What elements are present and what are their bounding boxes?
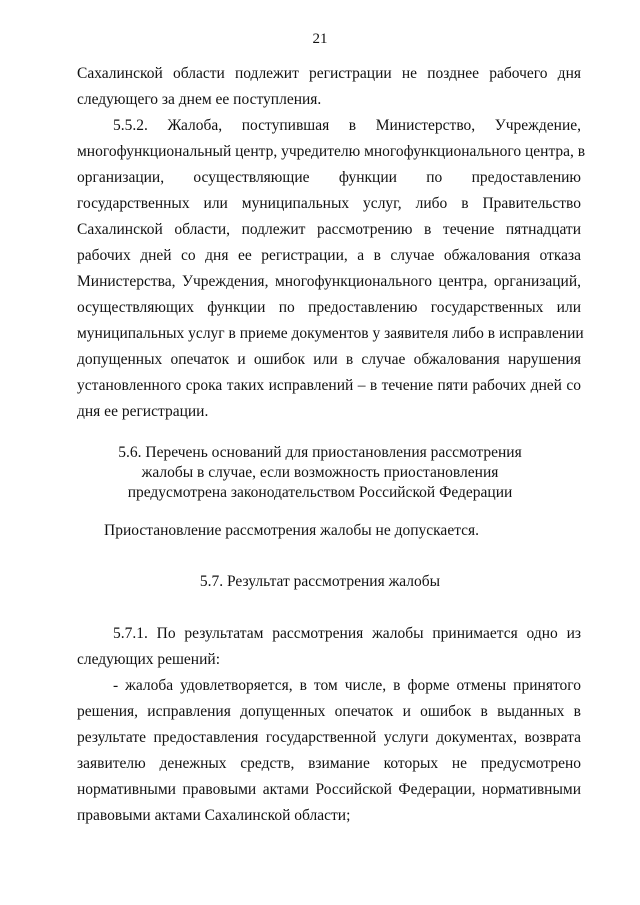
text-line: следующего за днем ее поступления. <box>77 91 322 108</box>
text-line: заявителю денежных средств, взимание которых не предусмотрено <box>77 755 581 772</box>
text-line: - жалоба удовлетворяется, в том числе, в форме отмены принятого <box>113 677 581 694</box>
text-line: рабочих дней со дня ее регистрации, а в случае обжалования отказа <box>77 247 581 264</box>
text-line: дня ее регистрации. <box>77 403 209 420</box>
text-line: допущенных опечаток и ошибок или в случае обжалования нарушения <box>77 351 581 368</box>
section-heading-5-6 <box>0 443 640 503</box>
text-line: установленного срока таких исправлений – в течение пяти рабочих дней со <box>77 377 581 394</box>
text-line: государственных или муниципальных услуг, либо в Правительство <box>77 195 581 212</box>
heading-line: предусмотрена законодательством Российской Федерации <box>127 484 513 501</box>
suspension-statement: Приостановление рассмотрения жалобы не допускается. <box>104 522 480 539</box>
heading-line: 5.7. Результат рассмотрения жалобы <box>199 573 441 590</box>
heading-line: 5.6. Перечень оснований для приостановления рассмотрения <box>118 444 522 461</box>
text-line: Министерства, Учреждения, многофункционального центра, организаций, <box>77 273 581 290</box>
text-line: муниципальных услуг в приеме документов у заявителя либо в исправлении <box>77 325 584 342</box>
section-heading-5-7 <box>0 572 640 592</box>
text-line: 5.7.1. По результатам рассмотрения жалобы принимается одно из <box>113 625 581 642</box>
heading-line: жалобы в случае, если возможность приостановления <box>141 464 499 481</box>
text-line: многофункциональный центр, учредителю многофункционального центра, в <box>77 143 586 160</box>
page-number: 21 <box>312 31 328 47</box>
bullet-paragraph <box>77 673 581 829</box>
text-line: нормативными правовыми актами Российской Федерации, нормативными <box>77 781 581 798</box>
text-line: результате предоставления государственной услуги документах, возврата <box>77 729 581 746</box>
paragraph-continuation <box>77 61 581 113</box>
paragraph-5-7-1 <box>77 621 581 673</box>
text-line: Сахалинской области подлежит регистрации не позднее рабочего дня <box>77 65 581 82</box>
text-line: 5.5.2. Жалоба, поступившая в Министерство, Учреждение, <box>113 117 581 134</box>
text-line: правовыми актами Сахалинской области; <box>77 807 351 824</box>
text-line: Сахалинской области, подлежит рассмотрению в течение пятнадцати <box>77 221 581 238</box>
paragraph-5-5-2 <box>77 113 586 425</box>
text-line: решения, исправления допущенных опечаток и ошибок в выданных в <box>77 703 581 720</box>
text-line: организации, осуществляющие функции по предоставлению <box>77 169 581 186</box>
text-line: осуществляющих функции по предоставлению государственных или <box>77 299 581 316</box>
text-line: следующих решений: <box>77 651 220 668</box>
